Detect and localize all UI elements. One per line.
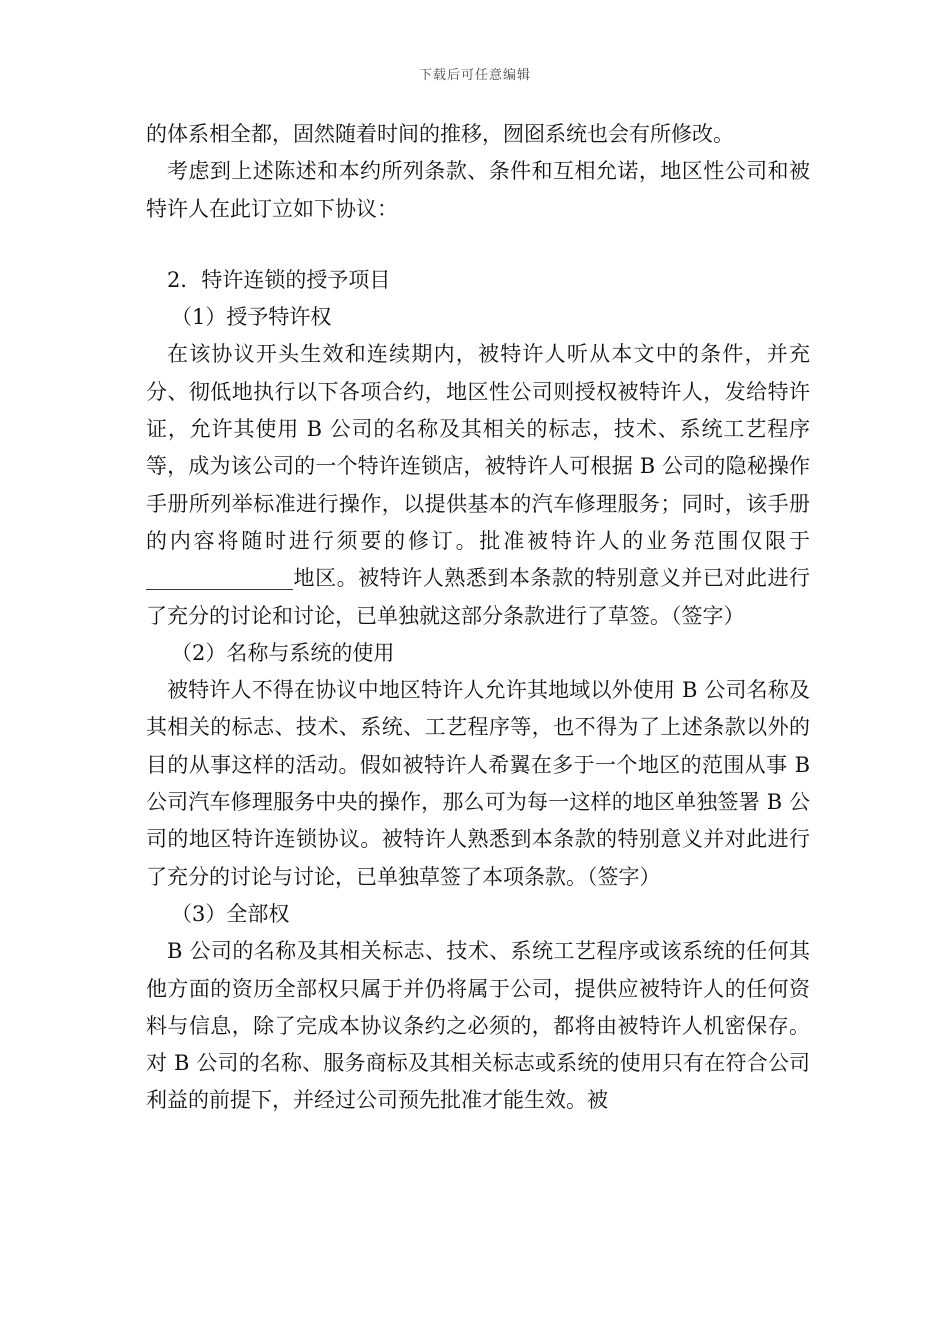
- paragraph-continuation: 的体系相全都，固然随着时间的推移，囫囵系统也会有所修改。: [146, 122, 734, 146]
- paragraph-ownership: B 公司的名称及其相关标志、技术、系统工艺程序或该系统的任何其他方面的资历全部权只属于并仍将属于公司，提供应被特许人的任何资料与信息，除了完成本协议条约之必须的，都将由被特许人机密保存。对 B 公司的名称、服务商标及其相关标志或系统的使用只有在符合公司利益的前提下，并经过公司预先批准才能生效。被: [146, 939, 810, 1113]
- subsection-heading-2: （2）名称与系统的使用: [171, 640, 395, 665]
- subsection-heading-3: （3）全部权: [171, 901, 290, 926]
- paragraph-grant: 在该协议开头生效和连续期内，被特许人听从本文中的条件，并充分、彻低地执行以下各项合约，地区性公司则授权被特许人，发给特许证，允许其使用 B 公司的名称及其相关的标志，技术、系统工艺程序等，成为该公司的一个特许连锁店，被特许人可根据 B 公司的隐秘操作手册所列举标准进行操作，以提供基本的汽车修理服务；同时，该手册的内容将随时进行须要的修订。批准被特许人的业务范围仅限于______________地区。被特许人熟悉到本条款的特别意义并已对此进行了充分的讨论和讨论，已单独就这部分条款进行了草签。（签字）: [146, 342, 810, 628]
- document-body: [146, 116, 810, 1120]
- subsection-heading-1: （1）授予特许权: [171, 305, 332, 330]
- paragraph-usage: 被特许人不得在协议中地区特许人允许其地域以外使用 B 公司名称及其相关的标志、技术、系统、工艺程序等，也不得为了上述条款以外的目的从事这样的活动。假如被特许人希翼在多于一个地区的范围从事 B 公司汽车修理服务中央的操作，那么可为每一这样的地区单独签署 B 公司的地区特许连锁协议。被特许人熟悉到本条款的特别意义并对此进行了充分的讨论与讨论，已单独草签了本项条款。（签字）: [146, 678, 810, 889]
- paragraph-gap: [146, 228, 810, 262]
- paragraph-preamble: 考虑到上述陈述和本约所列条款、条件和互相允诺，地区性公司和被特许人在此订立如下协议：: [146, 159, 810, 221]
- page-header: 下载后可任意编辑: [418, 68, 531, 83]
- section-heading: 2．特许连锁的授予项目: [167, 267, 391, 292]
